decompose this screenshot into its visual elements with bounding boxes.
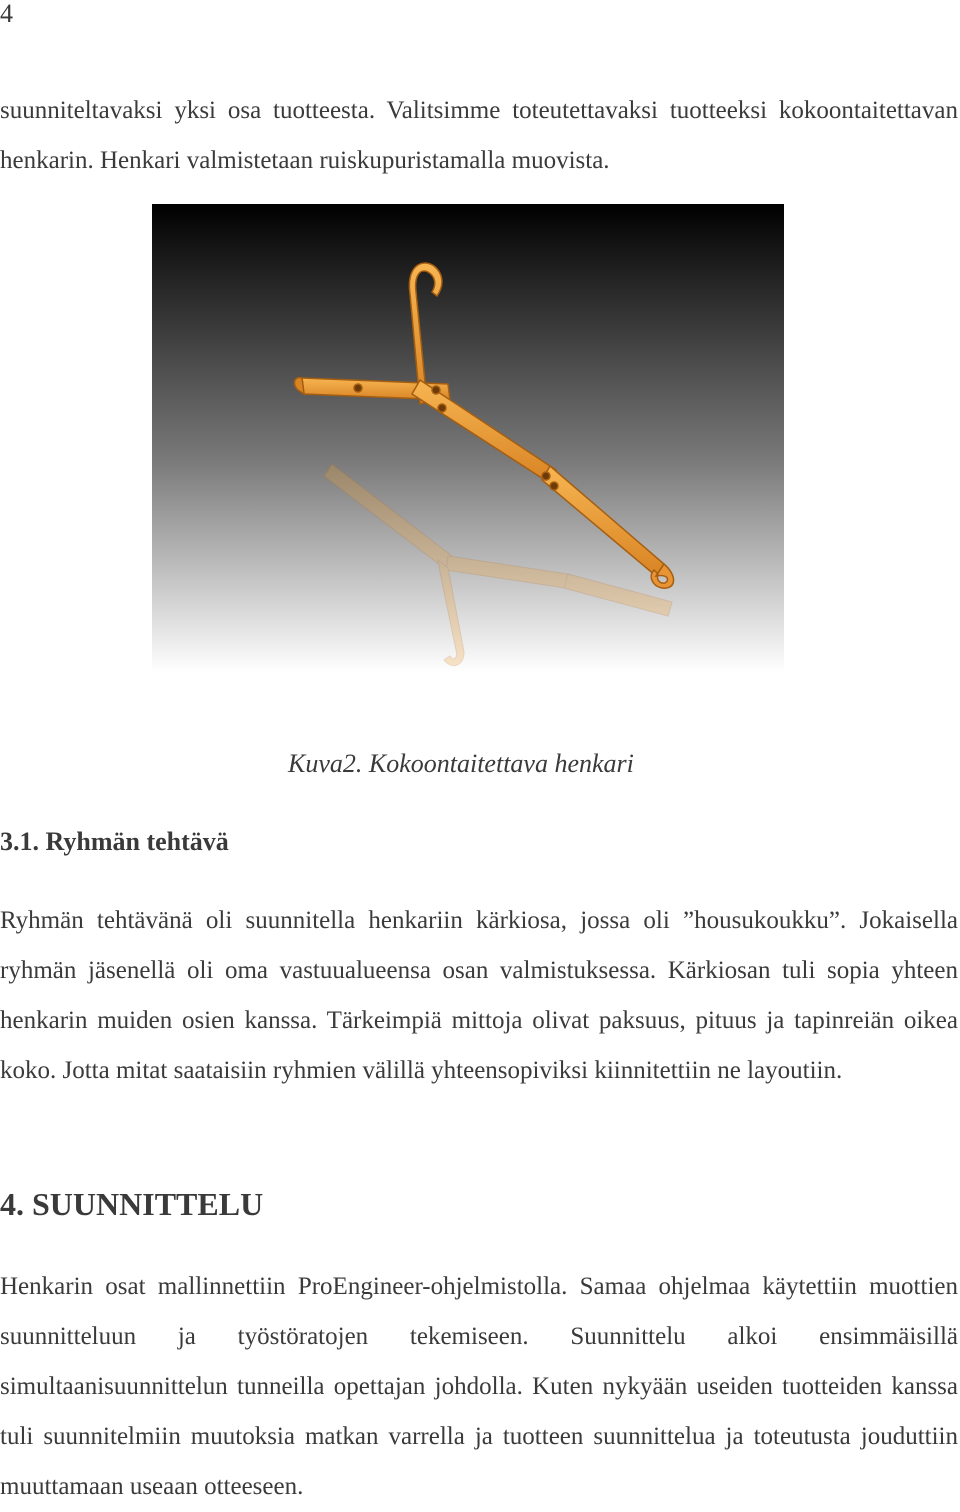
intro-paragraph: suunniteltavaksi yksi osa tuotteesta. Valitsimme toteutettavaksi tuotteeksi kokoontaitettavan henkarin. Henkari valmistetaan ruiskupuristamalla muovista. [0, 97, 958, 174]
section-4-heading: 4. SUUNNITTELU [0, 1186, 264, 1222]
section-3-1-paragraph: Ryhmän tehtävänä oli suunnitella henkariin kärkiosa, jossa oli ”housukoukku”. Jokaisella ryhmän jäsenellä oli oma vastuualueensa osan valmistuksessa. Kärkiosan tuli sopia yhteen henkarin muiden osien kanssa. Tärkeimpiä mittoja olivat paksuus, pituus ja tapinreiän oikea koko. Jotta mitat saataisiin ryhmien välillä yhteensopiviksi kiinnitettiin ne layoutiin. [0, 907, 958, 1084]
section-3-1-heading: 3.1. Ryhmän tehtävä [0, 827, 229, 856]
section-4-paragraph: Henkarin osat mallinnettiin ProEngineer-ohjelmistolla. Samaa ohjelmaa käytettiin muottien suunnitteluun ja työstöratojen tekemiseen. Suunnittelu alkoi ensimmäisillä simultaanisuunnittelun tunneilla opettajan johdolla. Kuten nykyään useiden tuotteiden kanssa tuli suunnitelmiin muutoksia matkan varrella ja tuotteen suunnittelua ja toteutusta jouduttiin muuttamaan useaan otteeseen. [0, 1273, 958, 1500]
figure-hanger-image [152, 204, 784, 672]
figure-caption: Kuva2. Kokoontaitettava henkari [288, 749, 634, 778]
page-number: 4 [0, 0, 13, 28]
hanger-render-illustration [152, 204, 784, 672]
